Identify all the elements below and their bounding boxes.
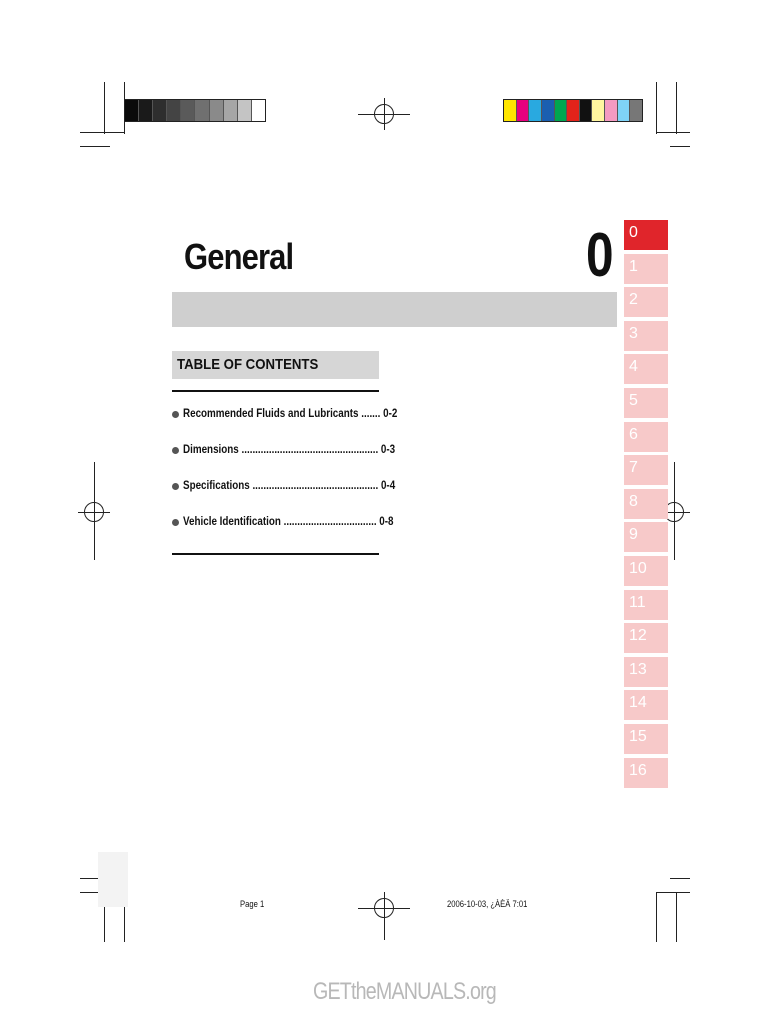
bullet-icon: [172, 519, 179, 526]
gray-swatch: [125, 100, 139, 121]
gray-swatch: [153, 100, 167, 121]
page-title: General: [184, 236, 294, 277]
toc-item-recommended-fluids[interactable]: Recommended Fluids and Lubricants ....... 0-2: [172, 406, 379, 442]
process-swatch: [580, 100, 593, 121]
process-swatch: [630, 100, 642, 121]
chapter-tab-13[interactable]: 13: [624, 657, 668, 687]
chapter-tab-6[interactable]: 6: [624, 422, 668, 452]
chapter-tab-14[interactable]: 14: [624, 690, 668, 720]
chapter-tab-10[interactable]: 10: [624, 556, 668, 586]
chapter-number: 0: [586, 221, 614, 290]
process-swatch: [605, 100, 618, 121]
process-swatch: [529, 100, 542, 121]
process-color-bar: [503, 99, 643, 122]
gray-swatch: [238, 100, 252, 121]
scan-shade: [98, 852, 128, 907]
chapter-tab-2[interactable]: 2: [624, 287, 668, 317]
gray-swatch: [181, 100, 195, 121]
chapter-tab-12[interactable]: 12: [624, 623, 668, 653]
gray-swatch: [224, 100, 238, 121]
chapter-tab-4[interactable]: 4: [624, 354, 668, 384]
chapter-tab-5[interactable]: 5: [624, 388, 668, 418]
process-swatch: [542, 100, 555, 121]
chapter-tab-9[interactable]: 9: [624, 522, 668, 552]
chapter-tab-8[interactable]: 8: [624, 489, 668, 519]
bullet-icon: [172, 483, 179, 490]
toc-divider-top: [172, 390, 379, 392]
bullet-icon: [172, 447, 179, 454]
process-swatch: [567, 100, 580, 121]
chapter-tab-7[interactable]: 7: [624, 455, 668, 485]
gray-swatch: [210, 100, 224, 121]
chapter-tab-11[interactable]: 11: [624, 590, 668, 620]
process-swatch: [592, 100, 605, 121]
toc-item-specifications[interactable]: Specifications .............................................. 0-4: [172, 478, 379, 514]
process-swatch: [555, 100, 568, 121]
process-swatch: [504, 100, 517, 121]
grayscale-color-bar: [124, 99, 266, 122]
gray-swatch: [139, 100, 153, 121]
chapter-tab-3[interactable]: 3: [624, 321, 668, 351]
process-swatch: [517, 100, 530, 121]
chapter-tab-15[interactable]: 15: [624, 724, 668, 754]
chapter-tab-0[interactable]: 0: [624, 220, 668, 250]
footer-timestamp: 2006-10-03, ¿ÀÈÄ 7:01: [447, 899, 528, 909]
toc-item-dimensions[interactable]: Dimensions .................................................. 0-3: [172, 442, 379, 478]
toc-divider-bottom: [172, 553, 379, 555]
chapter-tab-16[interactable]: 16: [624, 758, 668, 788]
toc-item-vehicle-identification[interactable]: Vehicle Identification .................................. 0-8: [172, 514, 379, 550]
toc-heading: TABLE OF CONTENTS: [172, 351, 379, 379]
gray-swatch: [252, 100, 265, 121]
process-swatch: [618, 100, 631, 121]
gray-swatch: [167, 100, 181, 121]
title-band: [172, 292, 617, 327]
bullet-icon: [172, 411, 179, 418]
chapter-tab-1[interactable]: 1: [624, 254, 668, 284]
toc-list: [172, 406, 398, 550]
chapter-tabs: [624, 220, 668, 791]
watermark: GETtheMANUALS.org: [313, 978, 496, 1005]
footer-page-number: Page 1: [240, 899, 265, 909]
gray-swatch: [195, 100, 209, 121]
